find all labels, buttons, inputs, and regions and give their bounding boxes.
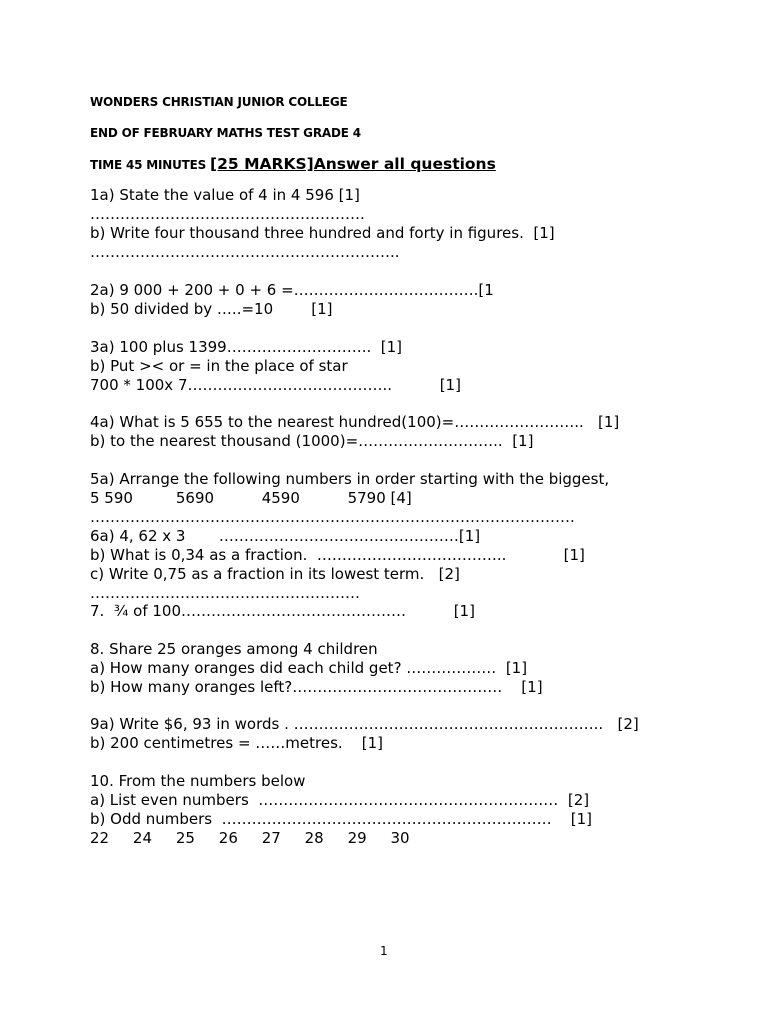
q8b: b) How many oranges left?…………………………………… [1]: [90, 678, 543, 696]
q9b: b) 200 centimetres = ……metres. [1]: [90, 734, 383, 752]
q8: 8. Share 25 oranges among 4 children: [90, 640, 378, 658]
q5a: 5a) Arrange the following numbers in order starting with the biggest,: [90, 470, 610, 488]
q4b: b) to the nearest thousand (1000)=……………………….. [1]: [90, 432, 534, 450]
time-label: TIME 45 MINUTES: [90, 158, 211, 172]
q2b: b) 50 divided by …..=10 [1]: [90, 300, 333, 318]
q6c-answer-line: ………………………………………………: [90, 584, 360, 602]
q2a: 2a) 9 000 + 200 + 0 + 6 =……………………………….[1: [90, 281, 494, 299]
page-number: 1: [380, 944, 388, 958]
q1a-answer-line: ……………………………………………….: [90, 205, 365, 223]
q3a: 3a) 100 plus 1399……………………….. [1]: [90, 338, 403, 356]
q4a: 4a) What is 5 655 to the nearest hundred(100)=…………………….. [1]: [90, 413, 620, 431]
q10-numbers: 22 24 25 26 27 28 29 30: [90, 829, 410, 847]
q10: 10. From the numbers below: [90, 772, 306, 790]
q10a: a) List even numbers …………………………………………………… [2]: [90, 791, 590, 809]
marks-instruction: [25 MARKS]Answer all questions: [210, 155, 496, 173]
time-line: [90, 155, 496, 173]
q1b-answer-line: ……………………………………………………..: [90, 243, 400, 261]
q3b-expression: 700 * 100x 7………………………………….. [1]: [90, 376, 461, 394]
q3b: b) Put >< or = in the place of star: [90, 357, 348, 375]
q5a-numbers: 5 590 5690 4590 5790 [4]: [90, 489, 412, 507]
test-title: END OF FEBRUARY MATHS TEST GRADE 4: [90, 126, 361, 140]
q6c: c) Write 0,75 as a fraction in its lowest term. [2]: [90, 565, 460, 583]
q5a-answer-line: …………………………………………………………………………………….: [90, 508, 575, 526]
q1a: 1a) State the value of 4 in 4 596 [1]: [90, 186, 360, 204]
q6a: 6a) 4, 62 x 3 …………………………………………[1]: [90, 527, 481, 545]
q9a: 9a) Write $6, 93 in words . …………………………………………………….. [2]: [90, 715, 639, 733]
school-name: WONDERS CHRISTIAN JUNIOR COLLEGE: [90, 95, 348, 109]
q6b: b) What is 0,34 as a fraction. ……………………………….. [1]: [90, 546, 585, 564]
q7: 7. ¾ of 100……………………………………… [1]: [90, 602, 475, 620]
q1b: b) Write four thousand three hundred and forty in figures. [1]: [90, 224, 555, 242]
q10b: b) Odd numbers ………………………………………………………… [1]: [90, 810, 592, 828]
q8a: a) How many oranges did each child get? ……………… [1]: [90, 659, 528, 677]
